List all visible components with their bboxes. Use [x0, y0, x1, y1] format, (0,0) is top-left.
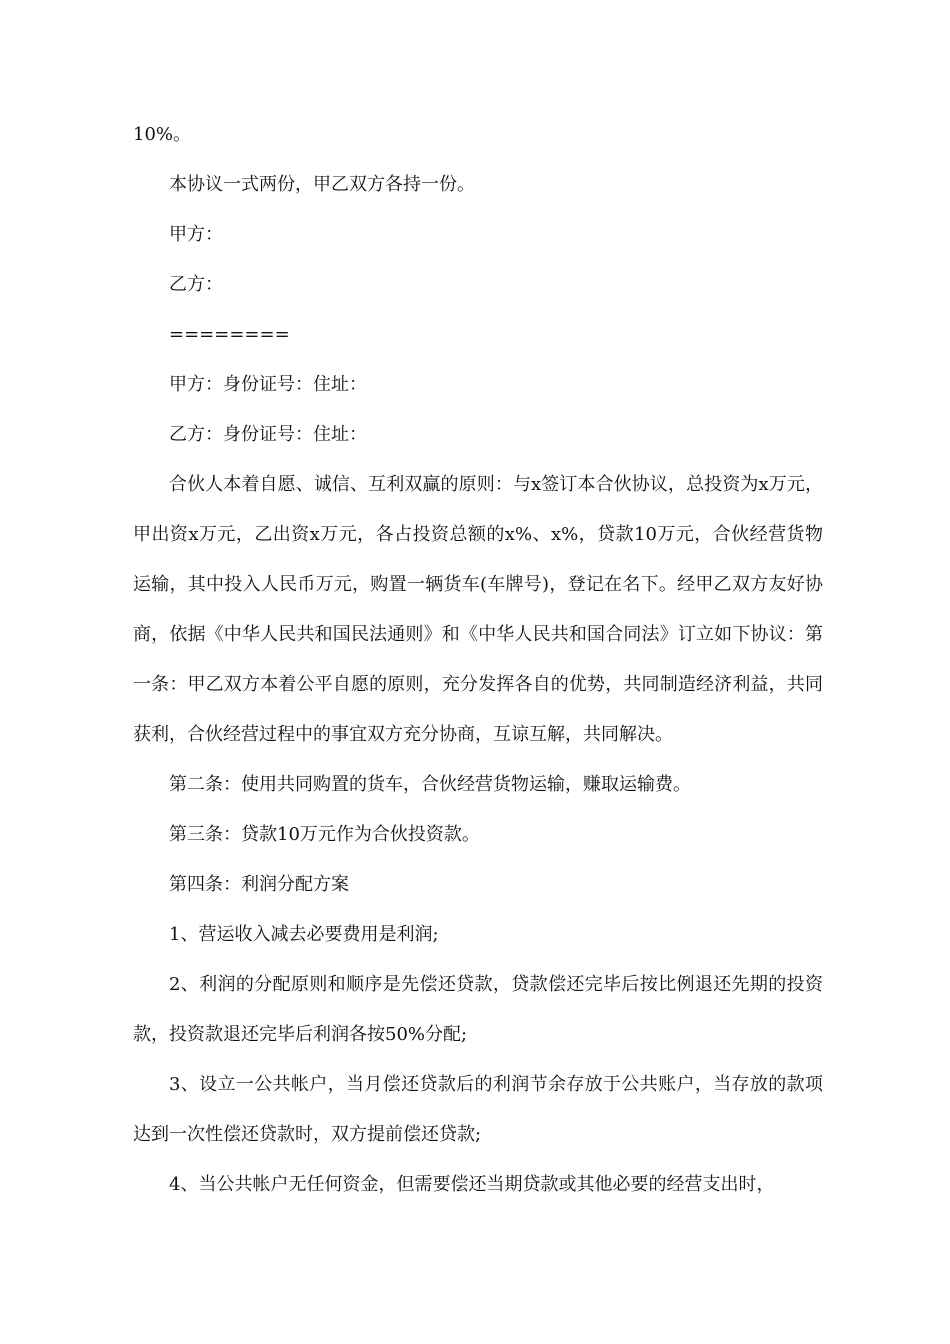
article-4-item-3: 3、设立一公共帐户，当月偿还贷款后的利润节余存放于公共账户，当存放的款项达到一次性偿还贷款时，双方提前偿还贷款; — [133, 1074, 823, 1145]
article-4-item-2: 2、利润的分配原则和顺序是先偿还贷款，贷款偿还完毕后按比例退还先期的投资款，投资款退还完毕后利润各按50%分配; — [133, 974, 823, 1045]
separator-line: ======== — [169, 324, 290, 345]
party-a-label: 甲方： — [169, 224, 223, 245]
paragraph-preamble: 合伙人本着自愿、诚信、互利双赢的原则：与x签订本合伙协议，总投资为x万元，甲出资x万元，乙出资x万元，各占投资总额的x%、x%，贷款10万元，合伙经营货物运输，其中投入人民币万元，购置一辆货车(车牌号)，登记在名下。经甲乙双方友好协商，依据《中华人民共和国民法通则》和《中华人民共和国合同法》订立如下协议：第一条：甲乙双方本着公平自愿的原则，充分发挥各自的优势，共同制造经济利益，共同获利，合伙经营过程中的事宜双方充分协商，互谅互解，共同解决。 — [133, 474, 823, 745]
paragraph-1: 10%。 — [133, 124, 192, 145]
document-body — [133, 110, 823, 1210]
article-2: 第二条：使用共同购置的货车，合伙经营货物运输，赚取运输费。 — [169, 774, 691, 795]
party-b-id-address: 乙方：身份证号：住址： — [169, 424, 367, 445]
article-4-title: 第四条：利润分配方案 — [169, 874, 349, 895]
article-3: 第三条：贷款10万元作为合伙投资款。 — [169, 824, 480, 845]
article-4-item-4: 4、当公共帐户无任何资金，但需要偿还当期贷款或其他必要的经营支出时， — [169, 1174, 775, 1195]
paragraph-2: 本协议一式两份，甲乙双方各持一份。 — [169, 174, 475, 195]
party-a-id-address: 甲方：身份证号：住址： — [169, 374, 367, 395]
party-b-label: 乙方： — [169, 274, 223, 295]
article-4-item-1: 1、营运收入减去必要费用是利润; — [169, 924, 439, 945]
